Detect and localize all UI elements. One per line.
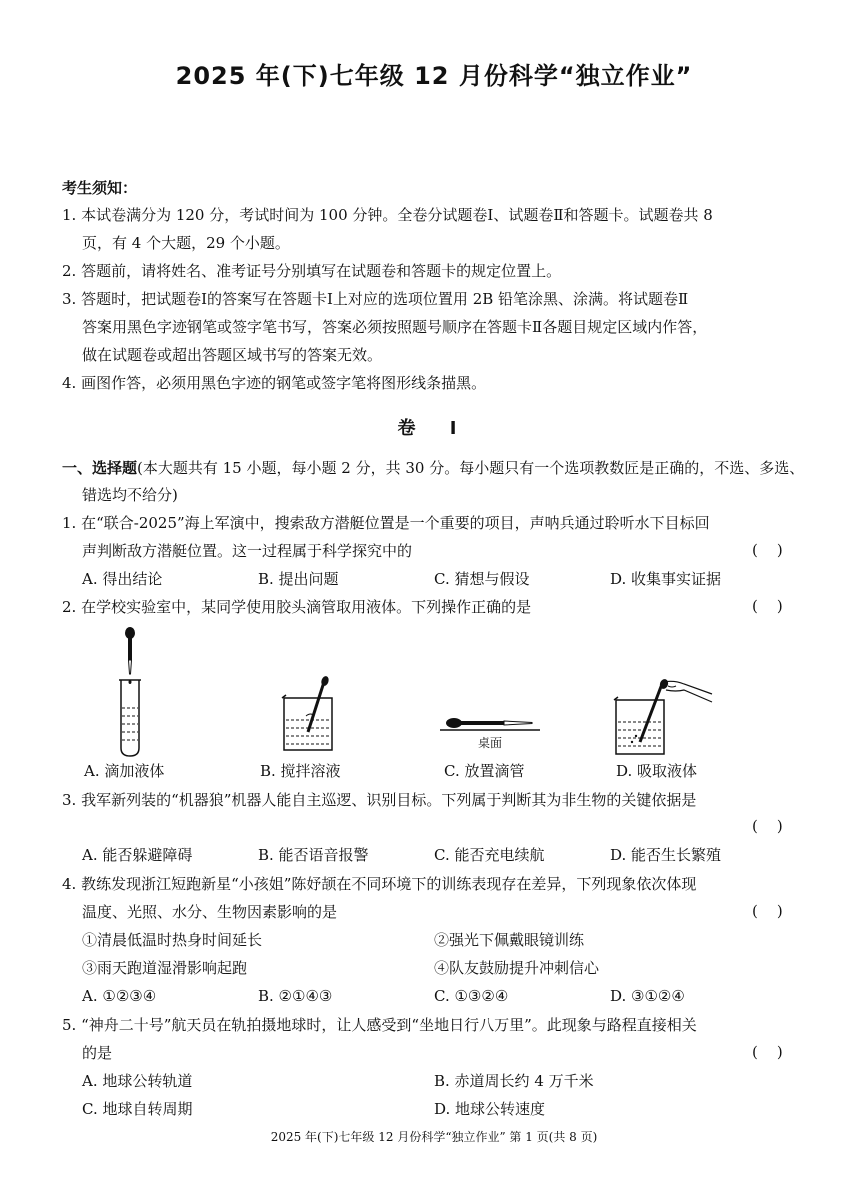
question-1-option-d: D. 收集事实证据 xyxy=(610,570,722,588)
figure-b-stirring-solution xyxy=(278,676,342,752)
question-5-option-c: C. 地球自转周期 xyxy=(82,1100,193,1118)
notice-line-7: 4. 画图作答，必须用黑色字迹的钢笔或签字笔将图形线条描黑。 xyxy=(62,374,487,392)
figure-d-drawing-liquid xyxy=(612,680,716,756)
question-3-option-a: A. 能否躲避障碍 xyxy=(82,846,193,864)
question-4-line-1: 4. 教练发现浙江短跑新星“小孩姐”陈妤颉在不同环境下的训练表现存在差异，下列现象依次体现 xyxy=(62,875,697,893)
question-1-option-c: C. 猜想与假设 xyxy=(434,570,530,588)
question-5-line-1: 5. “神舟二十号”航天员在轨拍摄地球时，让人感受到“坐地日行八万里”。此现象与路程直接相关 xyxy=(62,1016,697,1034)
part1-heading: 一、选择题 xyxy=(62,459,138,477)
question-4-answer-blank: ( ) xyxy=(752,902,783,920)
page-title: 2025 年(下)七年级 12 月份科学“独立作业” xyxy=(175,62,693,90)
question-3-option-b: B. 能否语音报警 xyxy=(258,846,369,864)
question-1-line-2: 声判断敌方潜艇位置。这一过程属于科学探究中的 xyxy=(82,542,413,560)
question-4-option-b: B. ②①④③ xyxy=(258,987,333,1005)
question-2-line-1: 2. 在学校实验室中，某同学使用胶头滴管取用液体。下列操作正确的是 xyxy=(62,598,532,616)
part1-desc-2: 错选均不给分) xyxy=(82,486,178,504)
question-4-line-2: 温度、光照、水分、生物因素影响的是 xyxy=(82,903,338,921)
question-1-line-1: 1. 在“联合-2025”海上军演中，搜索敌方潜艇位置是一个重要的项目，声呐兵通过聆听水下目标回 xyxy=(62,514,710,532)
question-1-option-b: B. 提出问题 xyxy=(258,570,339,588)
figure-c-desk-label: 桌面 xyxy=(478,736,503,750)
notice-line-1: 1. 本试卷满分为 120 分，考试时间为 100 分钟。全卷分试题卷Ⅰ、试题卷Ⅱ和答题卡。试题卷共 8 xyxy=(62,206,713,224)
question-4-item-2: ②强光下佩戴眼镜训练 xyxy=(434,931,585,949)
part1-desc: (本大题共有 15 小题，每小题 2 分，共 30 分。每小题只有一个选项教数匠是正确的，不选、多选、 xyxy=(137,459,805,477)
question-5-option-d: D. 地球公转速度 xyxy=(434,1100,546,1118)
notice-line-6: 做在试题卷或超出答题区域书写的答案无效。 xyxy=(82,346,383,364)
question-1-answer-blank: ( ) xyxy=(752,541,783,559)
question-5-option-a: A. 地球公转轨道 xyxy=(82,1072,193,1090)
question-4-item-3: ③雨天跑道湿滑影响起跑 xyxy=(82,959,248,977)
question-3-answer-blank: ( ) xyxy=(752,817,783,835)
question-2-answer-blank: ( ) xyxy=(752,597,783,615)
question-3-option-d: D. 能否生长繁殖 xyxy=(610,846,722,864)
part1-heading-row xyxy=(62,458,804,478)
notice-line-3: 2. 答题前，请将姓名、准考证号分别填写在试题卷和答题卡的规定位置上。 xyxy=(62,262,562,280)
question-2-option-d: D. 吸取液体 xyxy=(616,762,698,780)
question-4-option-a: A. ①②③④ xyxy=(82,987,157,1005)
question-3-line-1: 3. 我军新列装的“机器狼”机器人能自主巡逻、识别目标。下列属于判断其为非生物的关键依据是 xyxy=(62,791,697,809)
question-1-option-a: A. 得出结论 xyxy=(82,570,163,588)
question-4-item-4: ④队友鼓励提升冲刺信心 xyxy=(434,959,600,977)
question-4-item-1: ①清晨低温时热身时间延长 xyxy=(82,931,263,949)
notice-line-2: 页，有 4 个大题，29 个小题。 xyxy=(82,234,290,252)
figure-a-dropping-liquid xyxy=(110,626,150,758)
question-2-option-a: A. 滴加液体 xyxy=(84,762,165,780)
question-5-option-b: B. 赤道周长约 4 万千米 xyxy=(434,1072,594,1090)
notice-line-4: 3. 答题时，把试题卷Ⅰ的答案写在答题卡Ⅰ上对应的选项位置用 2B 铅笔涂黑、涂满。将试题卷Ⅱ xyxy=(62,290,689,308)
question-5-line-2: 的是 xyxy=(82,1044,113,1062)
notice-line-5: 答案用黑色字迹钢笔或签字笔书写，答案必须按照题号顺序在答题卡Ⅱ各题目规定区域内作答， xyxy=(82,318,708,336)
question-3-option-c: C. 能否充电续航 xyxy=(434,846,545,864)
notice-heading: 考生须知： xyxy=(62,179,138,197)
question-4-option-c: C. ①③②④ xyxy=(434,987,509,1005)
question-2-option-c: C. 放置滴管 xyxy=(444,762,525,780)
question-2-option-b: B. 搅拌溶液 xyxy=(260,762,341,780)
page-footer: 2025 年(下)七年级 12 月份科学“独立作业” 第 1 页(共 8 页) xyxy=(270,1130,598,1144)
question-5-answer-blank: ( ) xyxy=(752,1043,783,1061)
section-title: 卷 Ⅰ xyxy=(397,418,471,439)
question-4-option-d: D. ③①②④ xyxy=(610,987,685,1005)
figure-c-placing-dropper xyxy=(440,710,540,736)
